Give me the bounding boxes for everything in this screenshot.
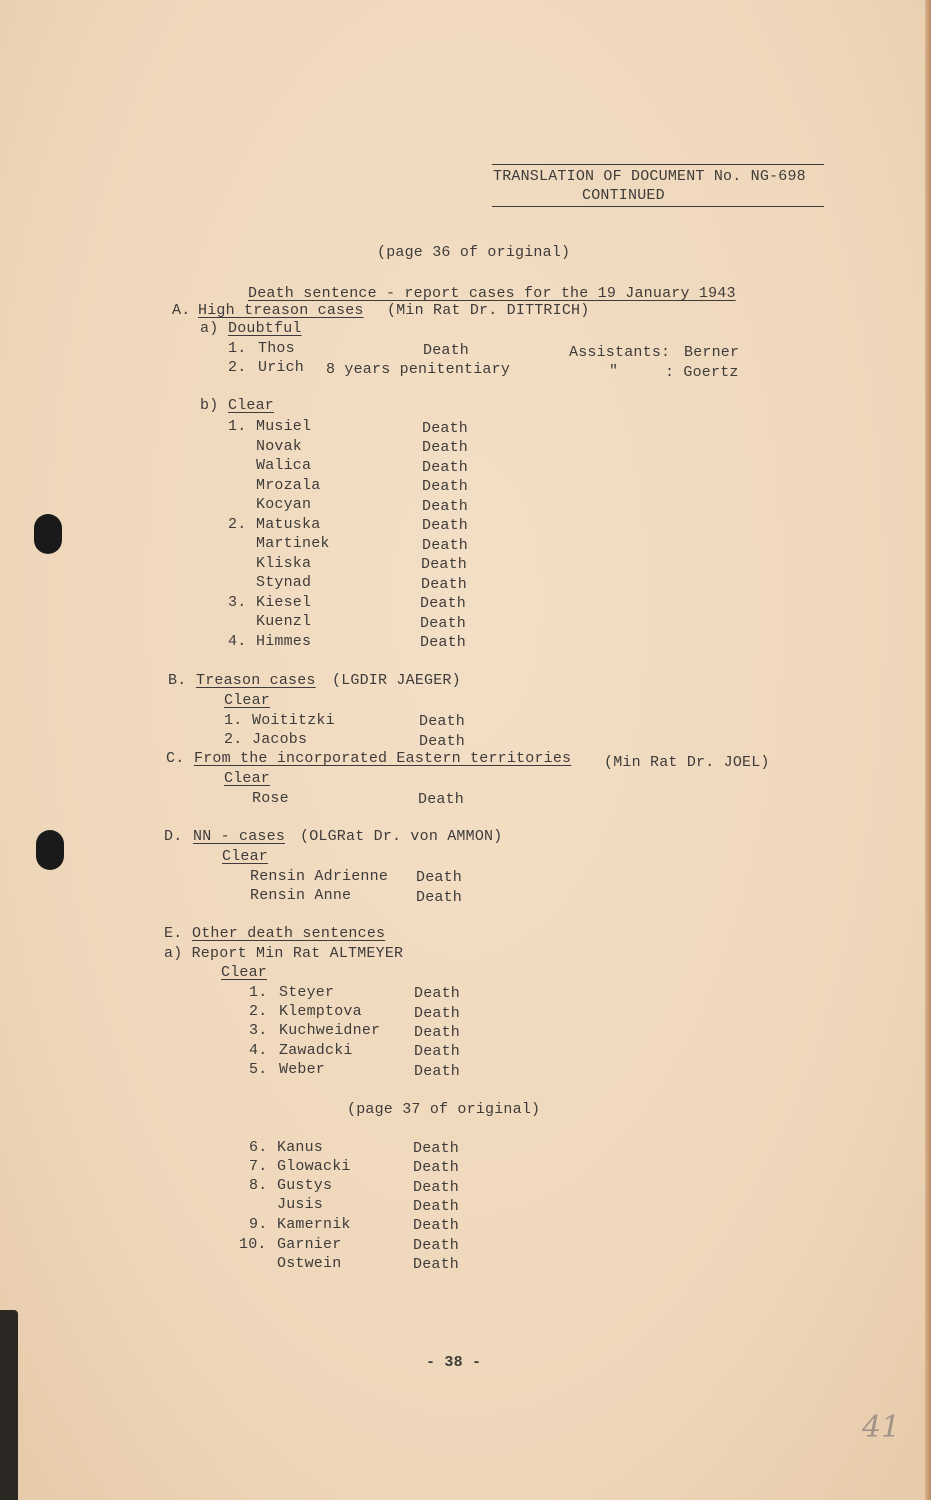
row-name: Rensin Adrienne [250,868,389,885]
row-name: Stynad [256,574,312,591]
section-b-heading: Treason cases [196,672,316,689]
row-num: 1. [249,984,268,1001]
row-name: Gustys [277,1177,333,1194]
row-num: 7. [249,1158,268,1175]
row-sentence: Death [416,869,463,886]
assistant-name: : Goertz [665,364,739,381]
section-e-clear-label: Clear [221,964,268,981]
row-name: Kamernik [277,1216,351,1233]
row-name: Zawadcki [279,1042,353,1059]
section-c-suffix: (Min Rat Dr. JOEL) [604,754,770,771]
section-c-prefix: C. [166,750,185,767]
row-name: Rose [252,790,289,807]
row-name: Steyer [279,984,335,1001]
row-sentence: Death [420,615,467,632]
row-name: Kuenzl [256,613,312,630]
section-a-doubtful-prefix: a) [200,320,219,337]
section-b-clear-label: Clear [224,692,271,709]
row-name: Himmes [256,633,312,650]
section-c-clear-label: Clear [224,770,271,787]
row-sentence: Death [422,498,469,515]
row-num: 10. [239,1236,267,1253]
row-name: Kanus [277,1139,324,1156]
row-sentence: Death [413,1140,460,1157]
row-num: 5. [249,1061,268,1078]
row-sentence: Death [416,889,463,906]
row-num: 3. [228,594,247,611]
row-sentence: Death [413,1179,460,1196]
header-rule-top [492,164,824,165]
page-number: - 38 - [426,1354,482,1371]
section-b-prefix: B. [168,672,187,689]
row-sentence: Death [414,1005,461,1022]
ditto-mark: " [609,363,619,380]
page-marker-middle: (page 37 of original) [347,1101,541,1118]
section-a-suffix: (Min Rat Dr. DITTRICH) [387,302,590,319]
section-a-heading: High treason cases [198,302,364,319]
page-marker-top: (page 36 of original) [377,244,571,261]
section-a-doubtful-label: Doubtful [228,320,302,337]
row-sentence: Death [420,595,467,612]
row-sentence: Death [413,1159,460,1176]
row-num: 2. [224,731,243,748]
binder-clip-shadow [0,1310,18,1500]
row-sentence: Death [414,1024,461,1041]
row-name: Kocyan [256,496,312,513]
row-num: 9. [249,1216,268,1233]
section-c-heading: From the incorporated Eastern territories [194,750,572,767]
row-num: 6. [249,1139,268,1156]
row-name: Kiesel [256,594,312,611]
handwritten-folio-number: 41 [862,1410,901,1445]
section-e-heading: Other death sentences [192,925,386,942]
row-sentence: Death [422,459,469,476]
row-sentence: Death [421,576,468,593]
row-sentence: Death [413,1237,460,1254]
row-name: Kuchweidner [279,1022,381,1039]
row-sentence: Death [413,1217,460,1234]
section-d-prefix: D. [164,828,183,845]
row-sentence: Death [423,342,470,359]
row-sentence: Death [422,537,469,554]
row-num: 1. [224,712,243,729]
section-b-suffix: (LGDIR JAEGER) [332,672,461,689]
row-sentence: Death [422,517,469,534]
row-name: Walica [256,457,312,474]
row-name: Urich [258,359,305,376]
row-num: 1. [228,418,247,435]
row-sentence: Death [414,985,461,1002]
row-num: 8. [249,1177,268,1194]
row-name: Klemptova [279,1003,362,1020]
row-sentence: Death [414,1043,461,1060]
row-sentence: Death [419,713,466,730]
page-edge [925,0,931,1500]
row-name: Jusis [277,1196,324,1213]
row-name: Garnier [277,1236,342,1253]
section-a-clear-prefix: b) [200,397,219,414]
row-name: Glowacki [277,1158,351,1175]
row-sentence: Death [413,1198,460,1215]
row-sentence: Death [422,420,469,437]
row-sentence: 8 years penitentiary [326,361,511,378]
row-sentence: Death [418,791,465,808]
section-a-clear-label: Clear [228,397,275,414]
row-name: Mrozala [256,477,321,494]
row-name: Kliska [256,555,312,572]
row-num: 4. [228,633,247,650]
section-d-clear-label: Clear [222,848,269,865]
row-name: Jacobs [252,731,308,748]
assistants-label: Assistants: [569,344,671,361]
section-e-prefix: E. [164,925,183,942]
section-d-heading: NN - cases [193,828,286,845]
row-sentence: Death [421,556,468,573]
header-rule-bottom [492,206,824,207]
row-num: 2. [228,359,247,376]
row-num: 1. [228,340,247,357]
row-sentence: Death [419,733,466,750]
row-num: 4. [249,1042,268,1059]
row-name: Ostwein [277,1255,342,1272]
row-name: Woititzki [252,712,335,729]
row-name: Musiel [256,418,312,435]
row-sentence: Death [422,439,469,456]
row-num: 2. [228,516,247,533]
row-name: Matuska [256,516,321,533]
header-line2: CONTINUED [582,187,665,204]
section-e-sub: a) Report Min Rat ALTMEYER [164,945,404,962]
row-sentence: Death [420,634,467,651]
punch-hole-top [34,514,62,554]
header-line1: TRANSLATION OF DOCUMENT No. NG-698 [493,168,806,185]
document-title: Death sentence - report cases for the 19 January 1943 [248,285,736,302]
section-a-prefix: A. [172,302,191,319]
row-num: 2. [249,1003,268,1020]
row-sentence: Death [413,1256,460,1273]
row-sentence: Death [422,478,469,495]
section-d-suffix: (OLGRat Dr. von AMMON) [300,828,503,845]
row-name: Martinek [256,535,330,552]
row-num: 3. [249,1022,268,1039]
row-sentence: Death [414,1063,461,1080]
row-name: Weber [279,1061,326,1078]
row-name: Novak [256,438,303,455]
assistant-name: Berner [684,344,740,361]
punch-hole-bottom [36,830,64,870]
row-name: Rensin Anne [250,887,352,904]
row-name: Thos [258,340,295,357]
